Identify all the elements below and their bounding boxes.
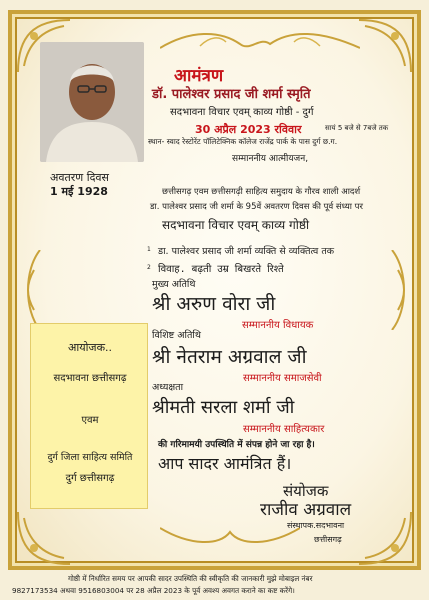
organizer-name-1: सदभावना छत्तीसगढ़: [53, 373, 127, 384]
chief-guest-name: श्री अरुण वोरा जी: [152, 293, 276, 315]
flourish-bottom-left-ornament: [14, 508, 74, 568]
invitation-title: आमंत्रण: [174, 66, 224, 86]
special-guest-name: श्री नेतराम अग्रवाल जी: [152, 346, 307, 368]
birth-date: 1 मई 1928: [50, 185, 108, 198]
topic-item: विवाह. बढ़ती उम्र बिखरते रिश्ते: [158, 264, 284, 275]
memorial-line: डॉ. पालेश्वर प्रसाद जी शर्मा स्मृति: [152, 87, 311, 102]
flourish-bottom-right-ornament: [355, 508, 415, 568]
event-time: सायं 5 बजे से 7बजे तक: [325, 124, 389, 132]
president-label: अध्यक्षता: [152, 382, 184, 393]
presence-line: की गरिमामयी उपस्थिति में संपन्न होने जा रहा है।: [158, 440, 315, 450]
organizer-place: दुर्ग छत्तीसगढ़: [65, 473, 115, 484]
birth-label: अवतरण दिवस: [50, 171, 109, 184]
convener-place: छत्तीसगढ़: [314, 535, 342, 544]
convener-label: संयोजक: [283, 482, 329, 500]
portrait-photo: [40, 42, 144, 162]
chief-guest-label: मुख्य अतिथि: [152, 279, 196, 290]
organizer-box: [30, 323, 148, 509]
topic-number: 2: [147, 264, 151, 271]
intro-line-3: सदभावना विचार एवम् काव्य गोष्ठी: [162, 218, 310, 232]
president-name: श्रीमती सरला शर्मा जी: [152, 397, 295, 418]
greeting: सम्माननीय आत्मीयजन,: [232, 154, 309, 164]
flourish-top-right-ornament: [355, 16, 415, 76]
chief-guest-role: सम्माननीय विधायक: [242, 320, 314, 331]
event-venue: स्थान- स्वाद रेस्टोरेंट पॉलिटेक्निक कॉलेज राजेंद्र पार्क के पास दुर्ग छ.ग.: [148, 137, 338, 146]
footer-line-2: 9827173534 अथवा 9516803004 पर 28 अप्रैल 2023 के पूर्व अवश्य अवगत कराने का कष्ट करेंगे।: [12, 586, 295, 595]
invite-line: आप सादर आमंत्रित हैं।: [158, 454, 292, 473]
event-date: 30 अप्रैल 2023 रविवार: [195, 123, 302, 136]
flourish-bottom-center-ornament: [160, 520, 300, 550]
topic-item: डा. पालेश्वर प्रसाद जी शर्मा व्यक्ति से व्यक्तित्व तक: [158, 246, 335, 257]
footer-line-1: गोष्ठी में निर्धारित समय पर आपकी सादर उपस्थिति की स्वीकृति की जानकारी मुझे मोबाइल नंबर: [68, 574, 313, 583]
flourish-top-center-ornament: [160, 26, 360, 56]
event-name: सदभावना विचार एवम् काव्य गोष्ठी - दुर्ग: [170, 107, 314, 118]
convener-name: राजीव अग्रवाल: [260, 500, 352, 520]
president-role: सम्माननीय साहित्यकार: [243, 424, 325, 435]
intro-line-1: छत्तीसगढ़ एवम छत्तीसगढ़ी साहित्य समुदाय के गौरव शाली आदर्श: [162, 187, 361, 197]
topic-number: 1: [147, 246, 151, 253]
intro-line-2: डा. पालेश्वर प्रसाद जी शर्मा के 95वें अवतरण दिवस की पूर्व संध्या पर: [150, 202, 363, 212]
special-guest-role: सम्माननीय समाजसेवी: [243, 373, 322, 384]
flourish-right-side-ornament: [388, 250, 412, 330]
organizer-joiner: एवम: [81, 415, 99, 426]
portrait-illustration: [40, 42, 144, 162]
flourish-left-side-ornament: [20, 250, 44, 330]
special-guest-label: विशिष्ट अतिथि: [152, 330, 201, 341]
convener-title: संस्थापक.सदभावना: [287, 521, 345, 530]
organizer-name-2: दुर्ग जिला साहित्य समिति: [47, 452, 133, 463]
organizer-label: आयोजक..: [67, 341, 113, 354]
